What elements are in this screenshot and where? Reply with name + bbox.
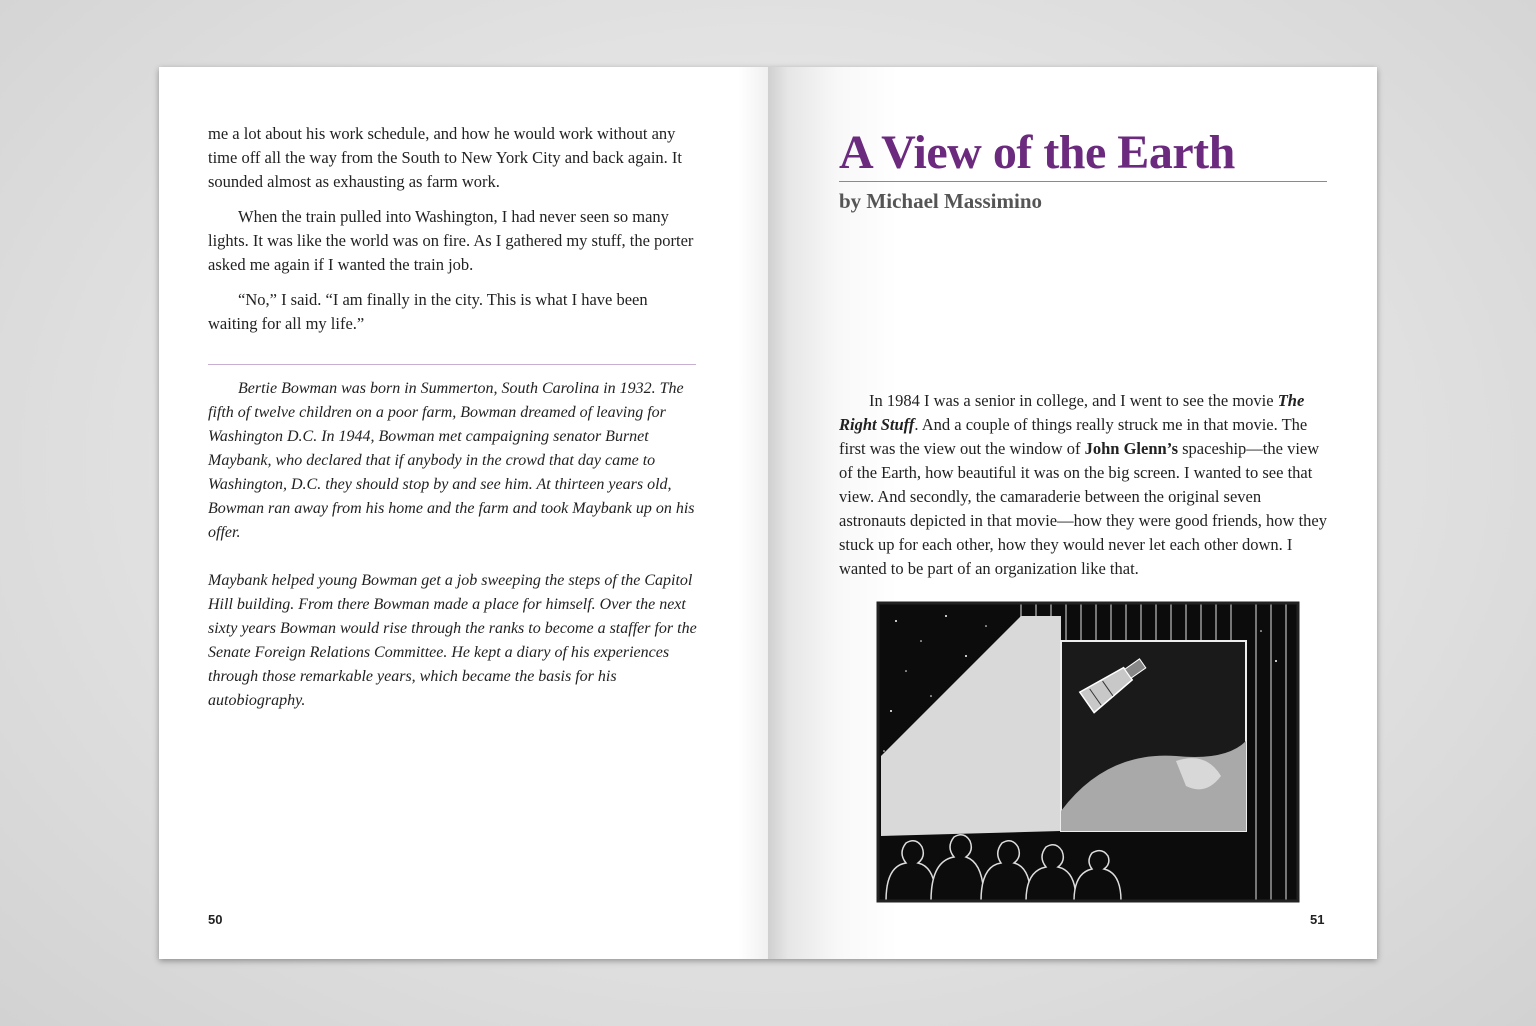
astronaut-name: John Glenn’s [1084, 439, 1179, 458]
section-divider [208, 364, 696, 365]
left-page [159, 67, 768, 959]
byline: by Michael Massimino [839, 189, 1042, 213]
paragraph: me a lot about his work schedule, and how he would work without any time off all the way from the South to New York City and back again. It sounded almost as exhausting as farm work. [208, 124, 682, 191]
movie-title: The Right Stuff [839, 391, 1305, 434]
page-number: 51 [1310, 912, 1325, 927]
right-page [768, 67, 1377, 959]
page-number: 50 [208, 912, 223, 927]
movie-theater-illustration [876, 601, 1300, 903]
story-text: In 1984 I was a senior in college, and I went to see the movie [869, 391, 1278, 410]
story-continuation [208, 122, 698, 347]
title-rule [839, 181, 1327, 182]
story-paragraph [839, 389, 1331, 581]
book-spread [159, 67, 1377, 959]
bio-paragraph: Bertie Bowman was born in Summerton, South Carolina in 1932. The fifth of twelve children on a poor farm, Bowman dreamed of leaving for Washington D.C. In 1944, Bowman met campaigning senator Burnet Maybank, who declared that if anybody in the crowd that day came to Washington, D.C. they should stop by and see him. At thirteen years old, Bowman ran away from his home and the farm and took Maybank up on his offer. [208, 380, 695, 541]
paragraph: When the train pulled into Washington, I had never seen so many lights. It was like the world was on fire. As I gathered my stuff, the porter asked me again if I wanted the train job. [208, 207, 694, 274]
author-bio [208, 377, 698, 737]
paragraph: “No,” I said. “I am finally in the city. This is what I have been waiting for all my life.” [208, 290, 648, 333]
page-title: A View of the Earth [839, 126, 1235, 179]
bio-paragraph: Maybank helped young Bowman get a job sweeping the steps of the Capitol Hill building. From there Bowman made a place for himself. Over the next sixty years Bowman would rise through the ranks to become a staffer for the Senate Foreign Relations Committee. He kept a diary of his experiences through those remarkable years, which became the basis for his autobiography. [208, 572, 697, 709]
story-text: spaceship—the view of the Earth, how beautiful it was on the big screen. I wanted to see that view. And secondly, the camaraderie between the original seven astronauts depicted in that movie—how they were good friends, how they stuck up for each other, how they would never let each other down. I wanted to be part of an organization like that. [839, 439, 1328, 578]
story-text: . And a couple of things really struck me in that movie. The first was the view out the window of [839, 415, 1308, 458]
